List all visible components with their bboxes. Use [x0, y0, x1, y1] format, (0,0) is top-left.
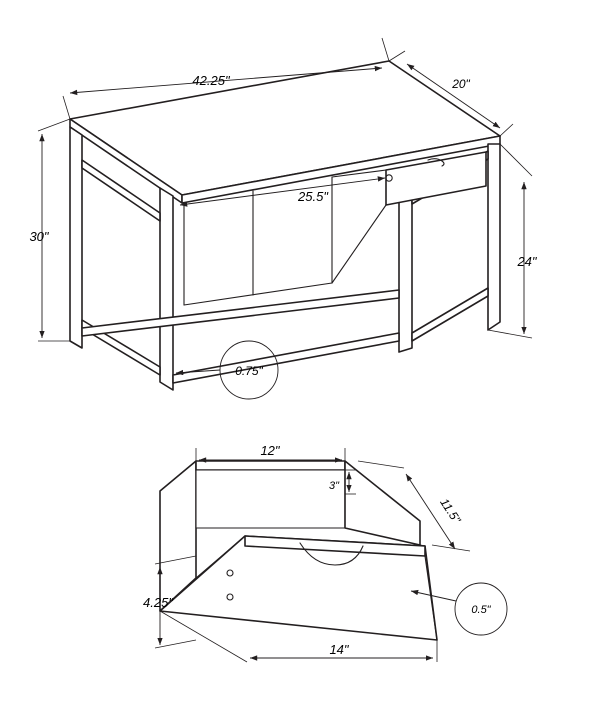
leg-right-rear [488, 144, 500, 330]
dim-drawer-inner-width [196, 443, 345, 461]
dim-label-drawer-front-height: 4.25" [143, 595, 173, 610]
dim-label-clearance: 25.5" [298, 189, 328, 204]
stretcher-front-lower [173, 333, 399, 383]
rail-right-lower [412, 288, 488, 341]
dim-label-drawer-thickness: 0.5" [471, 604, 491, 616]
dim-label-thickness: 0.75" [235, 364, 263, 378]
leg-right-front [399, 196, 412, 352]
desk-figure [70, 61, 500, 390]
leg-left-front [160, 188, 173, 390]
dim-label-height: 30" [29, 229, 49, 244]
dim-desk-height [29, 119, 70, 341]
dim-label-drawer-inner-width: 12" [260, 443, 280, 458]
dim-label-drawer-side-depth: 11.5" [437, 495, 464, 526]
dim-label-apron-height: 24" [517, 254, 537, 269]
dim-label-drawer-front-width: 14" [329, 642, 349, 657]
dim-label-drawer-inner-height: 3" [328, 480, 340, 492]
dim-label-top-depth: 20" [452, 77, 470, 91]
dim-label-top-width: 42.25" [192, 73, 230, 88]
drawer-figure [160, 461, 437, 640]
leg-left-rear [70, 127, 82, 348]
